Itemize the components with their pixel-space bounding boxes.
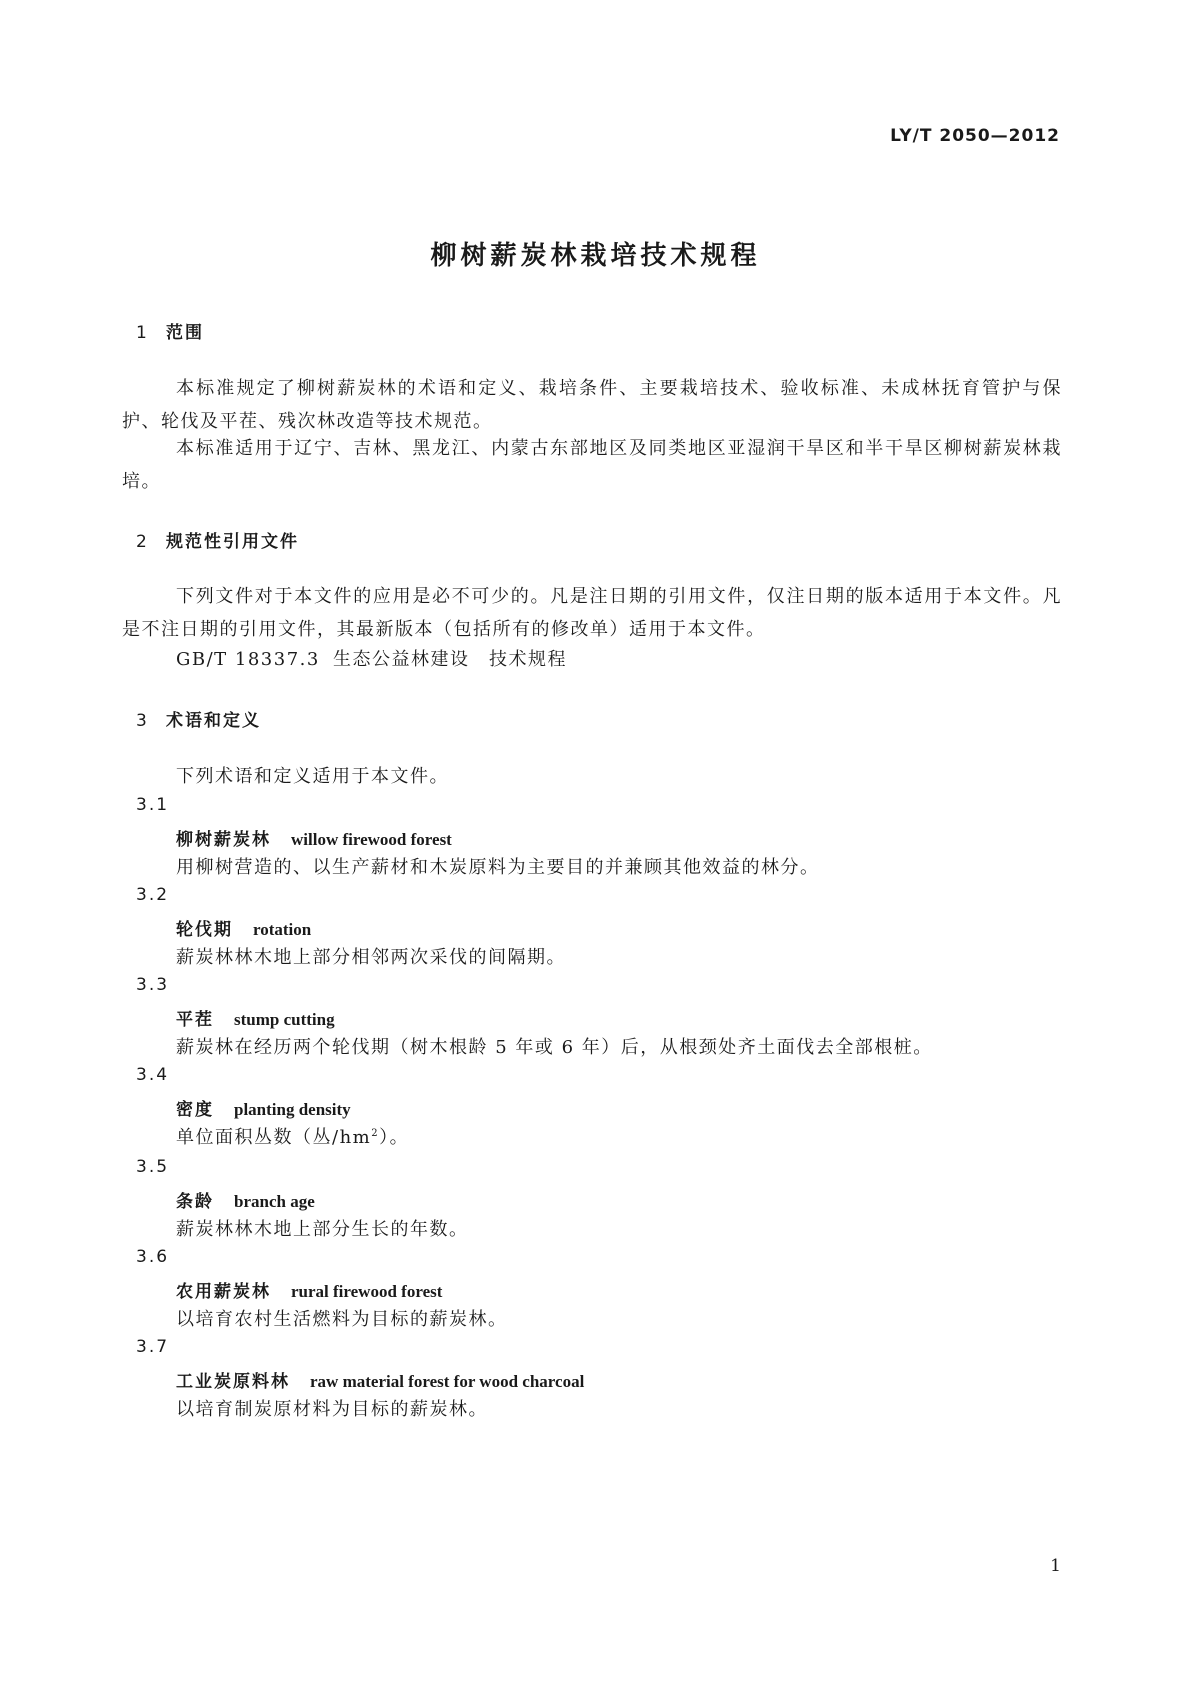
section-3-intro: 下列术语和定义适用于本文件。 (176, 766, 449, 787)
term-number: 3.4 (136, 1065, 170, 1085)
term-definition: 薪炭林在经历两个轮伐期（树木根龄 5 年或 6 年）后，从根颈处齐土面伐去全部根桩。 (176, 1037, 933, 1058)
section-number: 3 (136, 711, 149, 731)
term-english: raw material forest for wood charcoal (310, 1372, 585, 1391)
term-chinese: 工业炭原料林 (176, 1372, 290, 1392)
term-english: branch age (234, 1192, 315, 1211)
document-title: 柳树薪炭林栽培技术规程 (430, 241, 761, 271)
term-number: 3.7 (136, 1337, 170, 1357)
term-definition: 薪炭林林木地上部分相邻两次采伐的间隔期。 (176, 947, 566, 968)
normative-reference (176, 645, 567, 671)
term-chinese: 条龄 (176, 1192, 214, 1212)
term-number: 3.6 (136, 1247, 170, 1267)
term-chinese: 农用薪炭林 (176, 1282, 271, 1302)
definition-text: 单位面积丛数（丛/hm (176, 1127, 372, 1148)
section-number: 1 (136, 323, 149, 343)
term-definition: 薪炭林林木地上部分生长的年数。 (176, 1219, 469, 1240)
term-definition: 以培育农村生活燃料为目标的薪炭林。 (176, 1309, 508, 1330)
term-number: 3.1 (136, 795, 170, 815)
term-heading (176, 1095, 351, 1120)
section-title: 规范性引用文件 (166, 532, 299, 552)
term-chinese: 密度 (176, 1100, 214, 1120)
term-heading (176, 1187, 315, 1212)
term-chinese: 柳树薪炭林 (176, 830, 271, 850)
term-definition (176, 1123, 409, 1149)
term-heading (176, 915, 311, 940)
superscript: 2 (371, 1128, 380, 1139)
reference-title: 生态公益林建设 技术规程 (333, 649, 567, 670)
section-1-paragraph-1: 本标准规定了柳树薪炭林的术语和定义、栽培条件、主要栽培技术、验收标准、未成林抚育管护与保护、轮伐及平茬、残次林改造等技术规范。 (122, 378, 1062, 432)
section-title: 范围 (166, 323, 204, 343)
term-number: 3.2 (136, 885, 170, 905)
term-english: rotation (253, 920, 312, 939)
definition-text: ）。 (379, 1127, 410, 1148)
term-english: willow firewood forest (291, 830, 452, 849)
standard-code: LY/T 2050—2012 (890, 126, 1060, 146)
term-chinese: 平茬 (176, 1010, 214, 1030)
section-title: 术语和定义 (166, 711, 261, 731)
term-heading (176, 825, 452, 850)
term-definition: 用柳树营造的、以生产薪材和木炭原料为主要目的并兼顾其他效益的林分。 (176, 857, 820, 878)
term-english: planting density (234, 1100, 351, 1119)
term-english: rural firewood forest (291, 1282, 443, 1301)
section-3-heading (136, 706, 261, 731)
section-1-heading (136, 318, 204, 343)
term-heading (176, 1367, 584, 1392)
term-chinese: 轮伐期 (176, 920, 233, 940)
reference-code: GB/T 18337.3 (176, 649, 320, 670)
page-number: 1 (1050, 1556, 1061, 1576)
term-english: stump cutting (234, 1010, 335, 1029)
section-2-heading (136, 527, 299, 552)
term-definition: 以培育制炭原材料为目标的薪炭林。 (176, 1399, 488, 1420)
term-heading (176, 1277, 442, 1302)
term-heading (176, 1005, 335, 1030)
term-number: 3.3 (136, 975, 170, 995)
term-number: 3.5 (136, 1157, 170, 1177)
section-1-paragraph-2: 本标准适用于辽宁、吉林、黑龙江、内蒙古东部地区及同类地区亚湿润干旱区和半干旱区柳树薪炭林栽培。 (122, 438, 1062, 492)
section-2-paragraph: 下列文件对于本文件的应用是必不可少的。凡是注日期的引用文件，仅注日期的版本适用于本文件。凡是不注日期的引用文件，其最新版本（包括所有的修改单）适用于本文件。 (122, 586, 1062, 640)
section-number: 2 (136, 532, 149, 552)
